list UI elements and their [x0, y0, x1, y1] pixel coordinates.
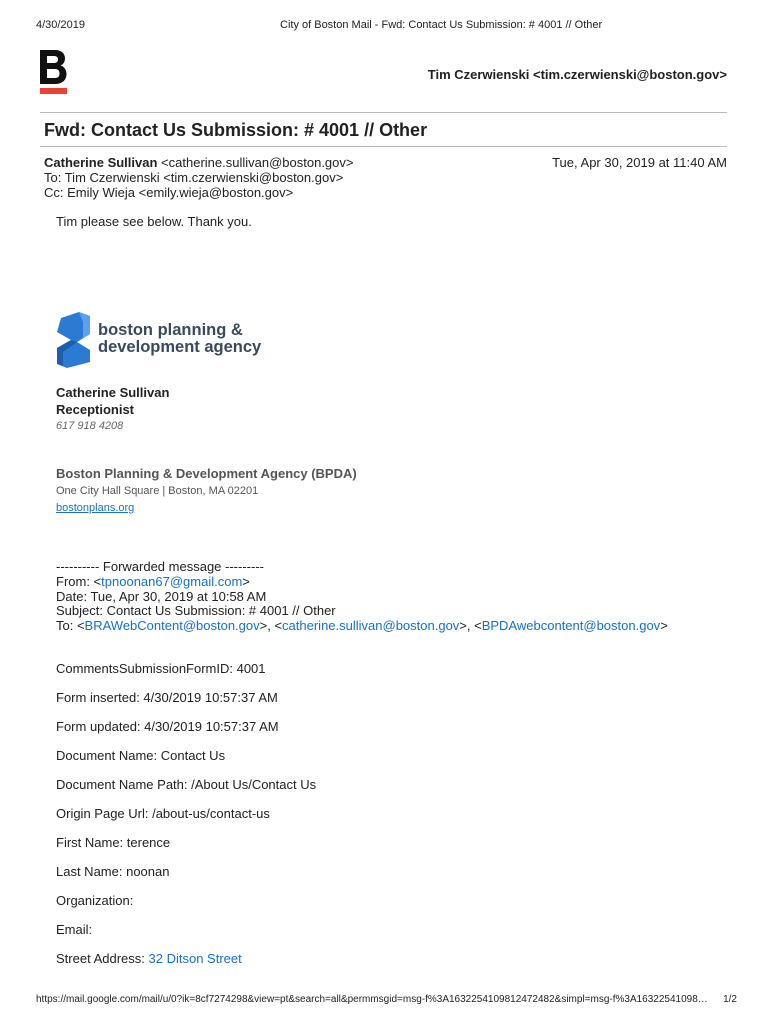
street-address-link[interactable]: 32 Ditson Street — [148, 951, 242, 966]
divider — [40, 146, 727, 147]
recipient-line: To: Tim Czerwienski <tim.czerwienski@boston.gov> — [44, 170, 344, 185]
email-date: Tue, Apr 30, 2019 at 11:40 AM — [552, 155, 727, 170]
signature-phone: 617 918 4208 — [56, 420, 124, 432]
field-document-path: Document Name Path: /About Us/Contact Us — [56, 777, 317, 792]
bpda-logo-line2: development agency — [98, 338, 262, 356]
field-origin-url: Origin Page Url: /about-us/contact-us — [56, 806, 270, 821]
forwarded-header: ---------- Forwarded message --------- — [56, 559, 264, 574]
email-subject: Fwd: Contact Us Submission: # 4001 // Other — [44, 120, 428, 140]
from-email-link[interactable]: tpnoonan67@gmail.com — [101, 574, 243, 589]
field-form-id: CommentsSubmissionFormID: 4001 — [56, 661, 266, 676]
field-first-name: First Name: terence — [56, 835, 171, 850]
forwarded-from — [56, 574, 250, 589]
field-last-name: Last Name: noonan — [56, 864, 170, 879]
to-email-link-3[interactable]: BPDAwebcontent@boston.gov — [481, 618, 661, 633]
greeting: Tim please see below. Thank you. — [56, 214, 252, 229]
sender-line — [44, 155, 353, 170]
signature-website-link[interactable]: bostonplans.org — [56, 502, 135, 514]
field-form-updated: Form updated: 4/30/2019 10:57:37 AM — [56, 719, 279, 734]
to-separator: >, < — [459, 618, 482, 633]
field-organization: Organization: — [56, 893, 134, 908]
sender-address: <catherine.sullivan@boston.gov> — [161, 155, 354, 170]
print-title: City of Boston Mail - Fwd: Contact Us Submission: # 4001 // Other — [280, 19, 603, 31]
street-label: Street Address: — [56, 951, 149, 966]
account-email: Tim Czerwienski <tim.czerwienski@boston.gov> — [427, 67, 727, 82]
signature-title: Receptionist — [56, 402, 135, 417]
from-prefix: From: < — [56, 574, 102, 589]
signature-org: Boston Planning & Development Agency (BPDA) — [56, 466, 357, 481]
divider — [40, 112, 727, 113]
print-date: 4/30/2019 — [36, 19, 85, 31]
field-email: Email: — [56, 922, 93, 937]
forwarded-to — [56, 618, 668, 633]
to-email-link-2[interactable]: catherine.sullivan@boston.gov — [282, 618, 460, 633]
boston-b-logo — [40, 50, 67, 94]
bpda-logo-line1: boston planning & — [98, 321, 243, 339]
bpda-mark-icon — [55, 312, 93, 368]
forwarded-subject: Subject: Contact Us Submission: # 4001 // Other — [56, 603, 336, 618]
signature-name: Catherine Sullivan — [56, 385, 170, 400]
field-document-name: Document Name: Contact Us — [56, 748, 226, 763]
to-email-link-1[interactable]: BRAWebContent@boston.gov — [84, 618, 260, 633]
sender-name: Catherine Sullivan — [44, 155, 158, 170]
print-page-number: 1/2 — [723, 994, 737, 1005]
to-prefix: To: < — [56, 618, 85, 633]
signature-address: One City Hall Square | Boston, MA 02201 — [56, 485, 259, 497]
cc-line: Cc: Emily Wieja <emily.wieja@boston.gov> — [44, 185, 294, 200]
print-footer-url: https://mail.google.com/mail/u/0?ik=8cf7274298&view=pt&search=all&permmsgid=msg-f%3A1632254109812472482&simpl=msg-f%3A16322541098… — [36, 994, 708, 1005]
field-street-address — [56, 951, 242, 966]
to-suffix: > — [660, 618, 668, 633]
to-separator: >, < — [259, 618, 283, 633]
from-suffix: > — [242, 574, 250, 589]
forwarded-date: Date: Tue, Apr 30, 2019 at 10:58 AM — [56, 589, 267, 604]
field-form-inserted: Form inserted: 4/30/2019 10:57:37 AM — [56, 690, 278, 705]
